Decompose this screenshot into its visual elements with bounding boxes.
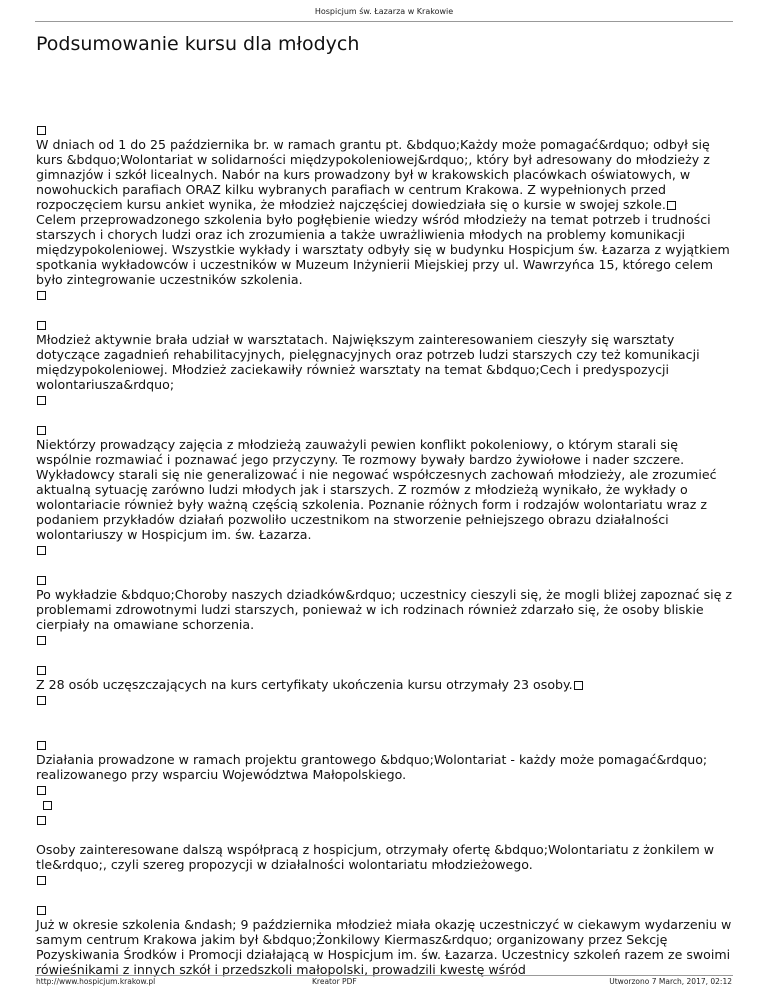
- missing-glyph-icon: [37, 666, 46, 675]
- footer-created-date: Utworzono 7 March, 2017, 02:12: [609, 977, 732, 986]
- paragraph-8: Osoby zainteresowane dalszą współpracą z hospicjum, otrzymały ofertę &bdquo;Wolontariatu z żonkilem w tle&rdquo;, czyli szereg propozycji w działalności wolontariatu młodzieżowego.: [36, 842, 715, 872]
- page-header: [0, 7, 768, 16]
- paragraph-5: Po wykładzie &bdquo;Choroby naszych dziadków&rdquo; uczestnicy cieszyli się, że mogli bliżej zapoznać się z problemami zdrowotnymi ludzi starszych, ponieważ w ich rodzinach również zdarzało się, że osoby bliskie cierpiały na omawiane schorzenia.: [36, 587, 733, 632]
- missing-glyph-icon: [37, 576, 46, 585]
- paragraph-7: Działania prowadzone w ramach projektu grantowego &bdquo;Wolontariat - każdy może pomagać&rdquo; realizowanego przy wsparciu Województwa Małopolskiego.: [36, 752, 708, 782]
- missing-glyph-icon: [37, 321, 46, 330]
- paragraph-2: Celem przeprowadzonego szkolenia było pogłębienie wiedzy wśród młodzieży na temat potrzeb i trudności starszych i chorych ludzi oraz ich zrozumienia a także uwrażliwienia młodych na problemy komunikacji międzypokoleniowej. Wszystkie wykłady i warsztaty odbyły się w budynku Hospicjum św. Łazarza z wyjątkiem spotkania wykładowców i uczestników w Muzeum Inżynierii Miejskiej przy ul. Wawrzyńca 15, którego celem było zintegrowanie uczestników szkolenia.: [36, 212, 730, 287]
- footer-generator: Kreator PDF: [312, 977, 357, 986]
- missing-glyph-icon: [37, 816, 46, 825]
- missing-glyph-icon: [37, 546, 46, 555]
- missing-glyph-icon: [37, 741, 46, 750]
- article-body: [36, 122, 736, 977]
- missing-glyph-icon: [37, 291, 46, 300]
- missing-glyph-icon: [37, 876, 46, 885]
- missing-glyph-icon: [574, 681, 583, 690]
- missing-glyph-icon: [37, 636, 46, 645]
- paragraph-6: Z 28 osób uczęszczających na kurs certyfikaty ukończenia kursu otrzymały 23 osoby.: [36, 677, 736, 692]
- missing-glyph-icon: [43, 801, 52, 810]
- header-divider: [35, 21, 733, 22]
- missing-glyph-icon: [37, 396, 46, 405]
- paragraph-1: W dniach od 1 do 25 października br. w ramach grantu pt. &bdquo;Każdy może pomagać&rdquo; odbył się kurs &bdquo;Wolontariat w solidarności międzypokoleniowej&rdquo;, który był adresowany do młodzieży z gimnazjów i szkół licealnych. Nabór na kurs prowadzony był w krakowskich placówkach oświatowych, w nowohuckich parafiach ORAZ kilku wybranych parafiach w centrum Krakowa. Z wypełnionych przed rozpoczęciem kursu ankiet wynika, że młodzież najczęściej dowiedziała się o kursie w swojej szkole.: [36, 137, 710, 212]
- missing-glyph-icon: [667, 201, 676, 210]
- paragraph-9: Już w okresie szkolenia &ndash; 9 października młodzież miała okazję uczestniczyć w ciekawym wydarzeniu w samym centrum Krakowa jakim był &bdquo;Żonkilowy Kiermasz&rdquo; organizowany przez Sekcję Pozyskiwania Środków i Promocji działającą w Hospicjum im. św. Łazarza. Uczestnicy szkoleń razem ze swoimi rówieśnikami z innych szkół i przedszkoli małopolski, prowadzili kwestę wśród: [36, 917, 732, 977]
- footer-divider: [35, 975, 733, 976]
- missing-glyph-icon: [37, 906, 46, 915]
- site-name: Hospicjum św. Łazarza w Krakowie: [314, 7, 454, 16]
- missing-glyph-icon: [37, 786, 46, 795]
- paragraph-4: Niektórzy prowadzący zajęcia z młodzieżą zauważyli pewien konflikt pokoleniowy, o którym starali się wspólnie rozmawiać i poznawać jego przyczyny. Te rozmowy bywały bardzo żywiołowe i nader szczere. Wykładowcy starali się nie generalizować i nie negować współczesnych zachowań młodzieży, ale zrozumieć aktualną sytuację zarówno ludzi młodych jak i starszych. Z rozmów z młodzieżą wynikało, że wykłady o wolontariacie również były ważną częścią szkolenia. Poznanie różnych form i rodzajów wolontariatu wraz z podaniem przykładów działań pozwoliło uczestnikom na stworzenie pełniejszego obrazu działalności wolontariuszy w Hospicjum im. św. Łazarza.: [36, 437, 717, 542]
- footer-url[interactable]: http://www.hospicjum.krakow.pl: [36, 977, 156, 986]
- missing-glyph-icon: [37, 426, 46, 435]
- missing-glyph-icon: [37, 696, 46, 705]
- paragraph-3: Młodzież aktywnie brała udział w warsztatach. Największym zainteresowaniem cieszyły się warsztaty dotyczące zagadnień rehabilitacyjnych, pielęgnacyjnych oraz potrzeb ludzi starszych czy też komunikacji międzypokoleniowej. Młodzież zaciekawiły również warsztaty na temat &bdquo;Cech i predyspozycji wolontariusza&rdquo;: [36, 332, 700, 392]
- page-title: Podsumowanie kursu dla młodych: [36, 33, 360, 55]
- missing-glyph-icon: [37, 126, 46, 135]
